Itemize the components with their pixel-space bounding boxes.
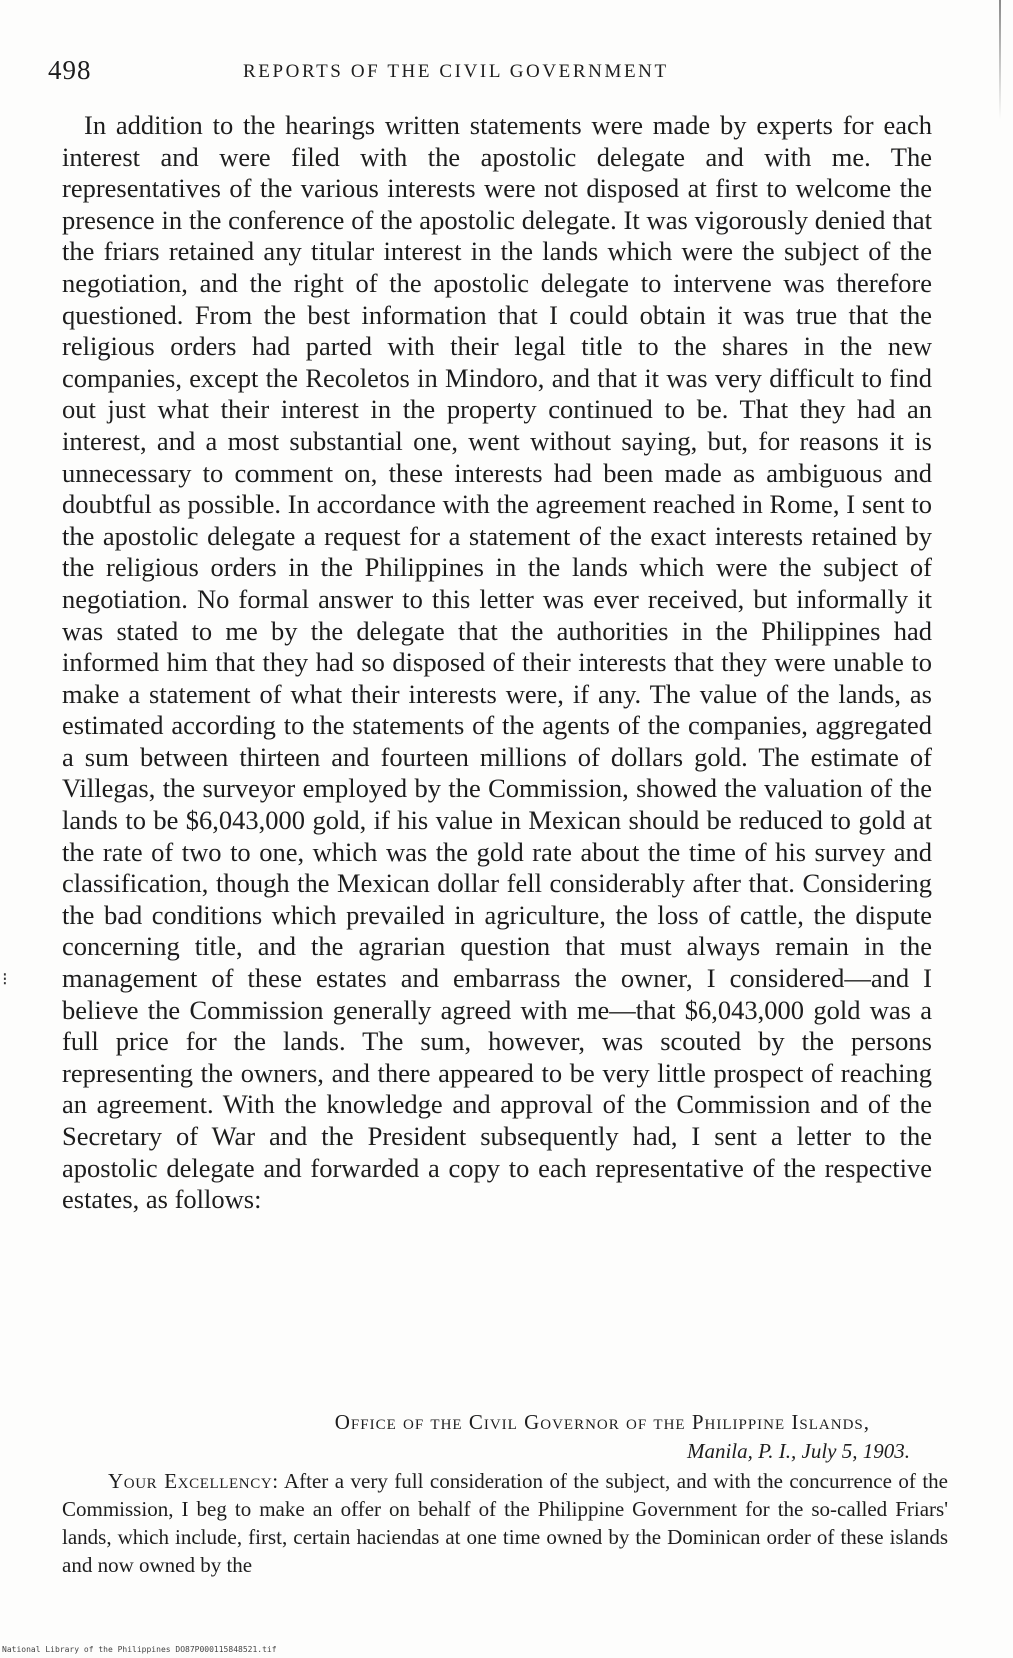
letter-body bbox=[62, 1467, 948, 1579]
body-paragraph: In addition to the hearings written statements were made by experts for each interest and were filed with the apostolic delegate and with me. The representatives of the various interests were not disposed at first to welcome the presence in the conference of the apostolic delegate. It was vigorously denied that the friars retained any titular interest in the lands which were the subject of the negotiation, and the right of the apostolic delegate to intervene was therefore questioned. From the best information that I could obtain it was true that the religious orders had parted with their legal title to the shares in the new companies, except the Recoletos in Mindoro, and that it was very difficult to find out just what their interest in the property continued to be. That they had an interest, and a most substantial one, went without saying, but, for reasons it is unnecessary to comment on, these interests had been made as ambiguous and doubtful as possible. In accordance with the agreement reached in Rome, I sent to the apostolic delegate a request for a statement of the exact interests retained by the religious orders in the Philippines in the lands which were the subject of negotiation. No formal answer to this letter was ever received, but informally it was stated to me by the delegate that the authorities in the Philippines had informed him that they had so disposed of their interests that they were unable to make a statement of what their interests were, if any. The value of the lands, as estimated according to the statements of the agents of the companies, aggregated a sum between thirteen and fourteen millions of dollars gold. The estimate of Villegas, the surveyor employed by the Commission, showed the valuation of the lands to be $6,043,000 gold, if his value in Mexican should be reduced to gold at the rate of two to one, which was the gold rate about the time of his survey and classification, though the Mexican dollar fell considerably after that. Considering the bad conditions which prevailed in agriculture, the loss of cattle, the dispute concerning title, and the agrarian question that must always remain in the management of these estates and embarrass the owner, I considered—and I believe the Commission generally agreed with me—that $6,043,000 gold was a full price for the lands. The sum, however, was scouted by the persons representing the owners, and there appeared to be very little prospect of reaching an agreement. With the knowledge and approval of the Commission and of the Secretary of War and the President subsequently had, I sent a letter to the apostolic delegate and forwarded a copy to each representative of the respective estates, as follows: bbox=[62, 110, 932, 1215]
letter-date-line: Manila, P. I., July 5, 1903. bbox=[686, 1439, 910, 1463]
letter-salutation: Your Excellency: bbox=[108, 1469, 279, 1493]
page-number: 498 bbox=[48, 55, 92, 85]
page-header bbox=[48, 55, 948, 89]
running-title: REPORTS OF THE CIVIL GOVERNMENT bbox=[243, 61, 669, 82]
letter-heading bbox=[62, 1408, 930, 1466]
margin-speck: ⁝ bbox=[2, 969, 8, 989]
letter-office-line: Office of the Civil Governor of the Philippine Islands, bbox=[334, 1410, 870, 1434]
letter-text: After a very full consideration of the subject, and with the concurrence of the Commission, I beg to make an offer on behalf of the Philippine Government for the so-called Friars' lands, which include, first, certain haciendas at one time owned by the Dominican order of these islands and now owned by the bbox=[62, 1469, 948, 1577]
scan-edge-mark bbox=[999, 0, 1001, 120]
scan-source-footer: National Library of the Philippines DO87P000115848521.tif bbox=[2, 1645, 277, 1654]
